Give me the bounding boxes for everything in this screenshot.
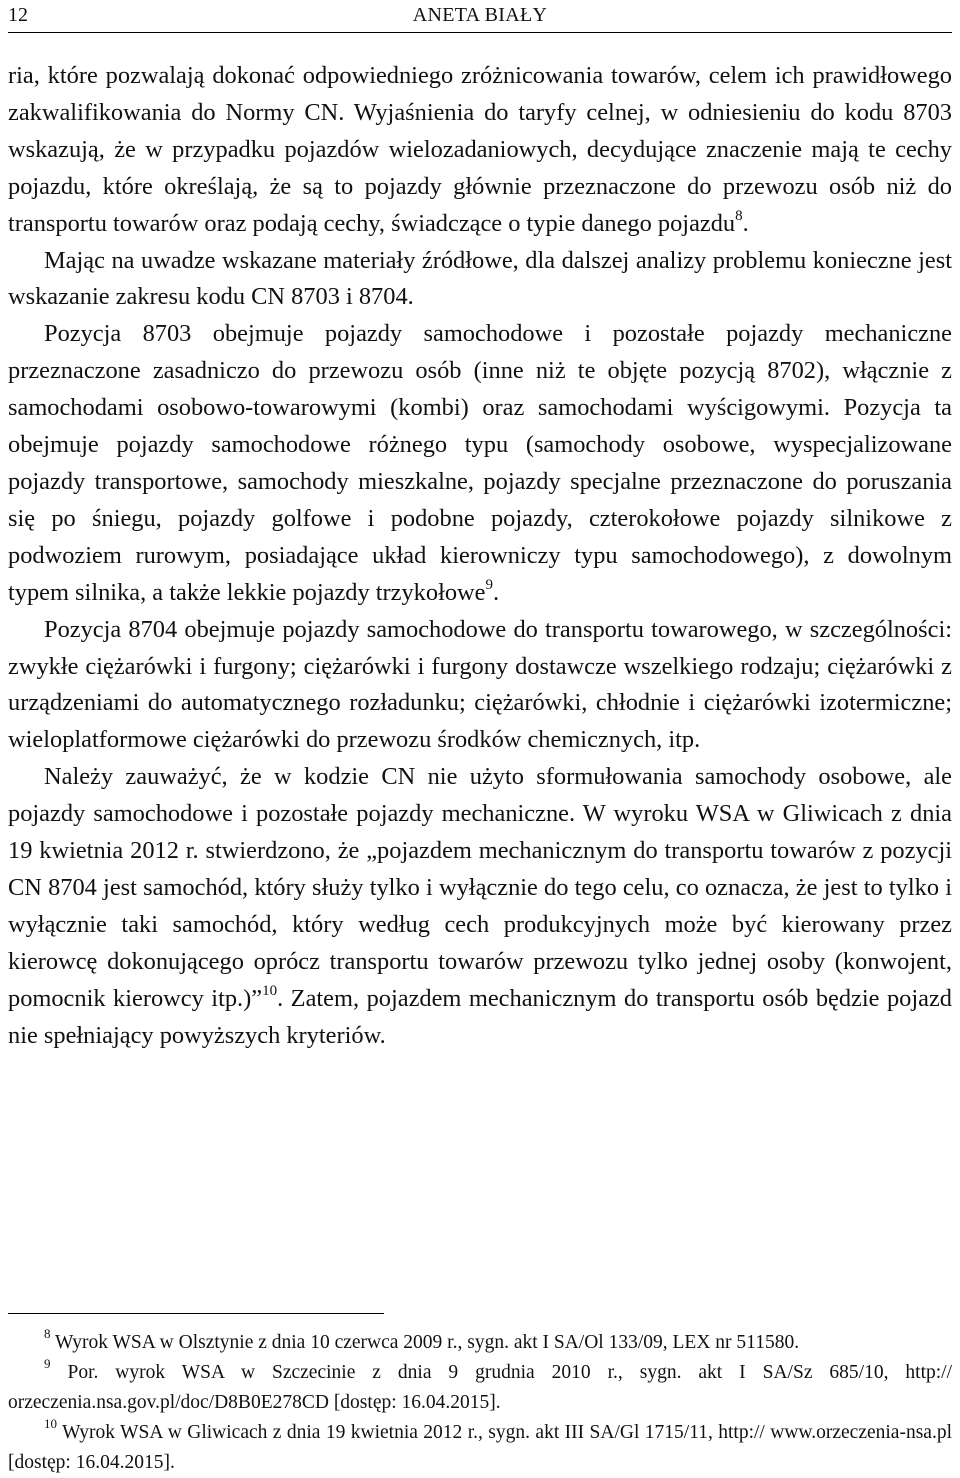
footnote-ref-9[interactable]: 9 [485,576,493,593]
paragraph-1: ria, które pozwalają dokonać odpowiedniego zróżnicowania towarów, celem ich prawidłowego zakwalifikowania do Normy CN. Wyjaśnienia do taryfy celnej, w odniesieniu do kodu 8703 wskazują, że w przypadku pojazdów wielozadaniowych, decydujące znaczenie mają te cechy pojazdu, które określają, że są to pojazdy głównie przeznaczone do przewozu osób niż do transportu towarów oraz podają cechy, świadczące o typie danego pojazdu$^8$. [8,62,952,237]
footnote-10 [8,1415,952,1478]
running-head: ANETA BIAŁY [412,4,548,26]
footnote-ref-10[interactable]: 10 [262,982,278,999]
main-text [8,58,952,1054]
paragraph-4: Pozycja 8704 obejmuje pojazdy samochodowe do transportu towarowego, w szczególności: zwykłe ciężarówki i furgony; ciężarówki i furgony dostawcze wszelkiego rodzaju; ciężarówki z urządzeniami do automatycznego rozładunku; ciężarówki, chłodnie i ciężarówki izotermiczne; wieloplatformowe ciężarówki do przewozu środków chemicznych, itp. [8,615,952,754]
paragraph-3: Pozycja 8703 obejmuje pojazdy samochodowe i pozostałe pojazdy mechaniczne przeznaczone zasadniczo do przewozu osób (inne niż te objęte pozycją 8702), włącznie z samochodami osobowo-towarowymi (kombi) oraz samochodami wyścigowymi. Pozycja ta obejmuje pojazdy samochodowe różnego typu (samochody osobowe, wyspecjalizowane pojazdy transportowe, samochody mieszkalne, pojazdy specjalne przeznaczone do poruszania się po śniegu, pojazdy golfowe i podobne pojazdy, czterokołowe pojazdy silnikowe z podwoziem rurowym, posiadające układ kierowniczy typu samochodowego), z dowolnym typem silnika, a także lekkie pojazdy trzykołowe$^9$. [8,320,952,606]
footnote-text: Wyrok WSA w Gliwicach z dnia 19 kwietnia 2012 r., sygn. akt III SA/Gl 1715/11, http:// www.orzeczenia-nsa.pl [dostęp: 16.04.2015]. [8,1422,952,1473]
footnotes [8,1325,953,1478]
page-header [8,0,952,33]
footnote-8 [8,1325,952,1358]
footnote-separator [8,1313,384,1314]
footnote-number: 10 [44,1415,57,1431]
footnote-text: Por. wyrok WSA w Szczecinie z dnia 9 grudnia 2010 r., sygn. akt I SA/Sz 685/10, http:// orzeczenia.nsa.gov.pl/doc/D8B0E278CD [dostęp: 16.04.2015]. [8,1362,953,1413]
paragraph-2: Mając na uwadze wskazane materiały źródłowe, dla dalszej analizy problemu konieczne jest wskazanie zakresu kodu CN 8703 i 8704. [8,246,952,311]
footnote-9 [8,1355,953,1418]
footnote-number: 8 [44,1325,51,1341]
footnote-number: 9 [44,1355,51,1371]
footnote-text: Wyrok WSA w Olsztynie z dnia 10 czerwca 2009 r., sygn. akt I SA/Ol 133/09, LEX nr 511580. [55,1332,800,1353]
footnote-ref-8[interactable]: 8 [735,207,743,224]
page-number: 12 [8,4,28,26]
paragraph-5: Należy zauważyć, że w kodzie CN nie użyto sformułowania samochody osobowe, ale pojazdy samochodowe i pozostałe pojazdy mechaniczne. W wyroku WSA w Gliwicach z dnia 19 kwietnia 2012 r. stwierdzono, że „pojazdem mechanicznym do transportu towarów z pozycji CN 8704 jest samochód, który służy tylko i wyłącznie do tego celu, co oznacza, że jest to tylko i wyłącznie taki samochód, który według cech produkcyjnych może być kierowany przez kierowcę dokonującego oprócz transportu towarów przewozu tylko jednej osoby (konwojent, pomocnik kierowcy itp.)”$^{10}$. Zatem, pojazdem mechanicznym do transportu osób będzie pojazd nie spełniający powyższych kryteriów. [8,763,952,1049]
